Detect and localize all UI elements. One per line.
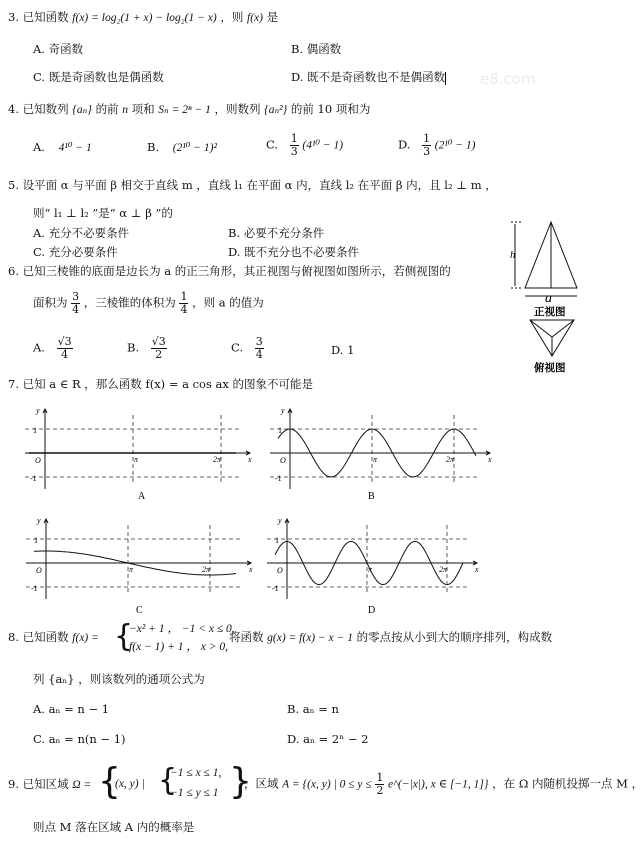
q6-option-c [231, 336, 264, 361]
q4-option-d [398, 133, 476, 158]
q6-a-fraction [57, 336, 73, 361]
graph-d-tick-pi: π [368, 565, 373, 574]
q3-formula: f(x) = log₂(1 + x) − log₂(1 − x) [72, 12, 217, 24]
graph-c-tick-1: 1 [34, 536, 38, 545]
q4-stem [8, 102, 370, 117]
q9-text-a: 已知区域 [22, 777, 69, 791]
q6-a-label: A. [33, 340, 45, 355]
q6-b-num: √3 [151, 335, 166, 348]
q4-text-c: 项和 [131, 102, 155, 116]
graph-b-caption: B [368, 491, 375, 502]
q4-c-label: C. [266, 137, 279, 152]
q3-text-c: 是 [266, 10, 279, 24]
q8-option-d: D. aₙ = 2ⁿ − 2 [287, 732, 369, 746]
q6-a-den: 4 [61, 348, 69, 361]
q6-number: 6. [8, 264, 19, 278]
graph-c-tick-neg1: -1 [31, 584, 38, 593]
q3-number: 3. [8, 10, 19, 24]
q6-c-num: 3 [255, 335, 263, 348]
q4-seq2: {aₙ²} [264, 104, 288, 116]
q6-option-d: D. 1 [331, 343, 355, 357]
q9-stem-a [8, 777, 91, 792]
q9-number: 9. [8, 777, 19, 791]
graph-c-y-label: y [37, 516, 41, 525]
q7-graphs [0, 398, 601, 623]
graph-a-origin-label: O [35, 456, 41, 465]
q4-c-rest: (4¹⁰ − 1) [302, 139, 344, 152]
graph-d-y-label: y [278, 516, 282, 525]
graph-d-caption: D [368, 605, 376, 616]
graph-a-caption: A [138, 491, 146, 502]
q3-text-b: ，则 [220, 10, 244, 24]
q4-option-a [33, 140, 92, 155]
q9-ineq2: −1 ≤ y ≤ 1 [170, 787, 219, 799]
q3-option-d [291, 70, 446, 85]
front-view-h-label: h [510, 249, 516, 261]
q3-option-b: B. 偶函数 [291, 42, 342, 56]
q7-number: 7. [8, 377, 19, 391]
graph-a-y-label: y [36, 406, 40, 415]
front-view-a-label: a [545, 291, 552, 306]
q5-number: 5. [8, 178, 19, 192]
graph-a-x-label: x [248, 455, 252, 464]
q8-stem [8, 630, 99, 645]
q4-a-label: A. [33, 140, 45, 154]
q9-stem-b [244, 772, 643, 797]
q4-d-rest: (2¹⁰ − 1) [434, 139, 476, 152]
q4-option-b [147, 140, 217, 155]
q4-text-e: 的前 10 项和为 [290, 102, 371, 116]
graph-b-tick-pi: π [373, 455, 378, 464]
text-cursor [445, 72, 446, 85]
q9-setA-b: e^(−|x|), x ∈ [−1, 1]} [388, 778, 489, 791]
q6-option-a [33, 336, 73, 361]
q6-b-fraction [151, 336, 167, 361]
graph-a-tick-2pi: 2π [213, 455, 222, 464]
q8-text-b: 将函数 [229, 630, 264, 644]
q5-option-d: D. 既不充分也不必要条件 [228, 245, 360, 259]
q8-option-a: A. aₙ = n − 1 [33, 702, 110, 716]
q9-setA-num: 1 [376, 771, 384, 784]
graph-b-tick-neg1: -1 [275, 474, 282, 483]
q4-seq: {aₙ} [72, 104, 92, 116]
q4-b-label: B. [147, 140, 160, 154]
q5-option-c: C. 充分必要条件 [33, 245, 118, 259]
top-view-diagram [530, 320, 574, 356]
graph-b-x-label: x [488, 455, 492, 464]
q9-omega: Ω = [72, 779, 92, 791]
q4-b-value: (2¹⁰ − 1)² [172, 142, 217, 154]
q6-vol-fraction [179, 291, 188, 316]
q8-number: 8. [8, 630, 19, 644]
q3-option-d-text: D. 既不是奇函数也不是偶函数 [291, 70, 446, 84]
q6-text2c: ，则 a 的值为 [192, 295, 264, 310]
q3-stem [8, 10, 278, 25]
q6-c-label: C. [231, 340, 244, 355]
watermark: e8.com [480, 70, 536, 88]
q4-d-label: D. [398, 137, 411, 152]
q3-fx: f(x) [247, 12, 263, 24]
q6-three-view-figure [506, 218, 596, 378]
q8-left-brace: { [114, 619, 134, 654]
graph-c-x-label: x [249, 565, 253, 574]
q6-c-den: 4 [255, 348, 263, 361]
q8-option-c: C. aₙ = n(n − 1) [33, 732, 126, 746]
q8-stem-right [229, 630, 552, 645]
q9-left-brace: { [98, 761, 121, 802]
q9-ineq1: −1 ≤ x ≤ 1, [170, 767, 222, 779]
graph-b-y-label: y [281, 406, 285, 415]
graph-c-caption: C [136, 605, 143, 616]
q9-setA-a: A = {(x, y) | 0 ≤ y ≤ [282, 778, 372, 791]
q7-stem [8, 377, 313, 391]
q6-text2b: ，三棱锥的体积为 [83, 295, 176, 310]
q9-text-b: ，区域 [244, 776, 279, 791]
q4-n: n [122, 104, 128, 116]
q9-right-brace: } [229, 761, 252, 802]
q8-gx: g(x) = f(x) − x − 1 [267, 632, 354, 644]
q8-case1: −x² + 1 ， −1 < x ≤ 0, [129, 623, 235, 635]
q8-option-b: B. aₙ = n [287, 702, 339, 716]
graph-b-origin-label: O [280, 456, 286, 465]
q5-option-b: B. 必要不充分条件 [228, 226, 325, 240]
q9-inner-brace: { [158, 763, 178, 798]
q4-text-d: ，则数列 [214, 102, 261, 116]
q4-d-num: 1 [423, 132, 431, 145]
q8-text-c: 的零点按从小到大的顺序排列，构成数 [356, 630, 553, 644]
q8-fx: f(x) = [72, 632, 99, 644]
graph-c-tick-pi: π [129, 565, 134, 574]
q6-b-den: 2 [155, 348, 163, 361]
q6-c-fraction [255, 336, 264, 361]
q8-text-a: 已知函数 [22, 630, 69, 644]
q9-text-c: ，在 Ω 内随机投掷一点 M ， [492, 776, 643, 791]
graph-a-tick-pi: π [134, 455, 139, 464]
q6-area-den: 4 [72, 303, 80, 316]
graph-b-tick-1: 1 [278, 426, 282, 435]
q6-option-b [127, 336, 167, 361]
graph-d-origin-label: O [277, 566, 283, 575]
q3-option-a: A. 奇函数 [33, 42, 84, 56]
q9-line2: 则点 M 落在区域 A 内的概率是 [33, 820, 195, 834]
q4-d-den: 3 [423, 145, 431, 158]
q6-text2a: 面积为 [33, 295, 68, 310]
front-view-caption: 正视图 [534, 307, 566, 318]
q8-line2: 列 {aₙ} ，则该数列的通项公式为 [33, 672, 205, 686]
q5-option-a: A. 充分不必要条件 [33, 226, 130, 240]
q9-setA-fraction [375, 772, 384, 797]
q4-sn: Sₙ = 2ⁿ − 1 [158, 104, 211, 116]
graph-d-tick-2pi: 2π [439, 565, 448, 574]
q6-vol-num: 1 [180, 290, 188, 303]
q4-d-fraction [422, 133, 431, 158]
q4-c-num: 1 [290, 132, 298, 145]
q4-option-c [266, 133, 343, 158]
q4-c-fraction [290, 133, 299, 158]
q3-option-c: C. 既是奇函数也是偶函数 [33, 70, 164, 84]
q4-c-den: 3 [290, 145, 298, 158]
graph-a-tick-1: 1 [33, 426, 37, 435]
q6-text1: 已知三棱锥的底面是边长为 a 的正三角形，其正视图与俯视图如图所示，若侧视图的 [22, 264, 451, 278]
q6-b-label: B. [127, 340, 140, 355]
q9-setA-den: 2 [376, 784, 384, 797]
q6-area-num: 3 [72, 290, 80, 303]
q4-text-a: 已知数列 [22, 102, 69, 116]
graph-d-x-label: x [475, 565, 479, 574]
top-view-caption: 俯视图 [534, 363, 566, 374]
q6-line1 [8, 264, 451, 278]
q6-a-num: √3 [57, 335, 72, 348]
graph-a-tick-neg1: -1 [30, 474, 37, 483]
q7-text: 已知 a ∈ R ，那么函数 f(x) = a cos ax 的图象不可能是 [22, 377, 314, 391]
graph-d-tick-1: 1 [275, 536, 279, 545]
q6-area-fraction [71, 291, 80, 316]
graph-d-tick-neg1: -1 [272, 584, 279, 593]
q3-text-a: 已知函数 [22, 10, 69, 24]
q6-vol-den: 4 [180, 303, 188, 316]
q9-set: (x, y) | [115, 778, 145, 790]
q5-line2: 则“ l₁ ⊥ l₂ ”是“ α ⊥ β ”的 [33, 206, 173, 220]
q5-line1 [8, 178, 497, 192]
q4-number: 4. [8, 102, 19, 116]
q4-text-b: 的前 [95, 102, 119, 116]
front-view-diagram [511, 222, 577, 296]
graph-c-origin-label: O [36, 566, 42, 575]
graph-c-tick-2pi: 2π [202, 565, 211, 574]
q4-a-value: 4¹⁰ − 1 [58, 142, 92, 154]
q8-case2: f(x − 1) + 1 ， x > 0, [129, 641, 228, 653]
graph-b-tick-2pi: 2π [446, 455, 455, 464]
q5-text1: 设平面 α 与平面 β 相交于直线 m ，直线 l₁ 在平面 α 内，直线 l₂ 在平面 β 内，且 l₂ ⊥ m ， [22, 178, 497, 192]
q6-line2 [33, 291, 264, 316]
